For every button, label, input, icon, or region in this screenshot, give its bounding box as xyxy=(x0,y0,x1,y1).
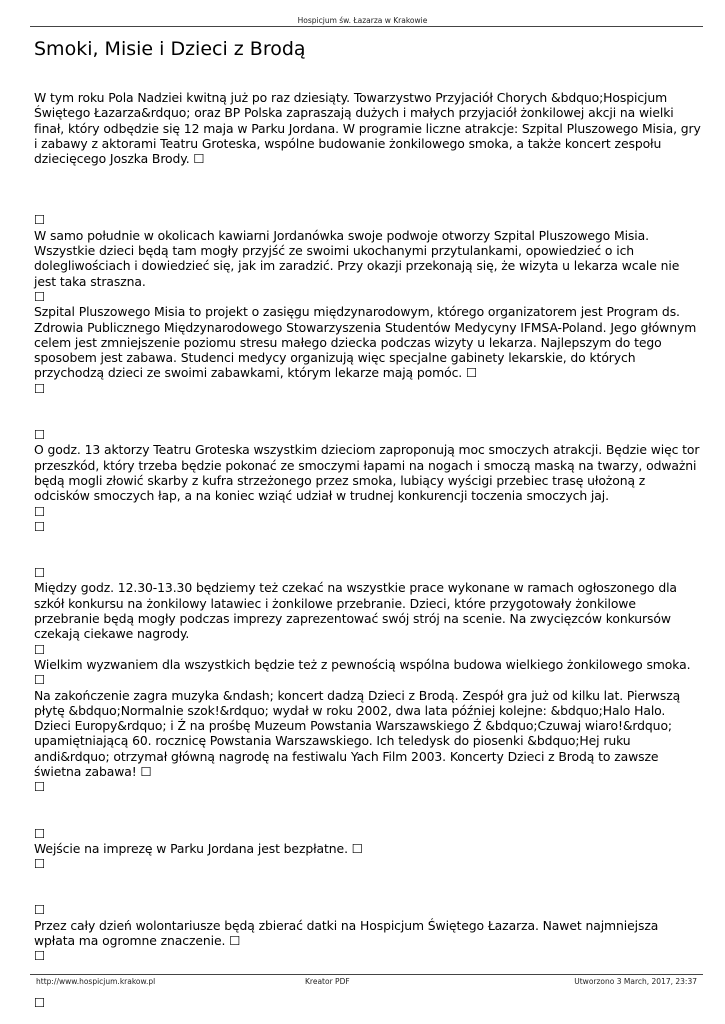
spacer xyxy=(34,871,702,902)
spacer xyxy=(34,795,702,826)
intro-paragraph: W tym roku Pola Nadziei kwitną już po raz dziesiąty. Towarzystwo Przyjaciół Chorych &bdquo;Hospicjum Świętego Łazarza&rdquo; oraz BP Polska zapraszają dużych i małych przyjaciół żonkilowej akcji na wielki finał, który odbędzie się 12 maja w Parku Jordana. W programie liczne atrakcje: Szpital Pluszowego Misia, gry i zabawy z aktorami Teatru Groteska, wspólne budowanie żonkilowego smoka, a także koncert zespołu dziecięcego Joszka Brody. ☐ xyxy=(34,90,701,167)
section-wejscie: ☐ Wejście na imprezę w Parku Jordana jest bezpłatne. ☐ ☐ xyxy=(34,825,363,872)
footer-generator: Kreator PDF xyxy=(305,977,350,986)
page-title: Smoki, Misie i Dzieci z Brodą xyxy=(34,38,306,60)
page-header: Hospicjum św. Łazarza w Krakowie xyxy=(297,16,428,25)
section-datki: ☐ Przez cały dzień wolontariusze będą zbierać datki na Hospicjum Świętego Łazarza. Nawet najmniejsza wpłata ma ogromne znaczenie. ☐ ☐ xyxy=(34,902,659,964)
section-misie: ☐ W samo południe w okolicach kawiarni Jordanówka swoje podwoje otworzy Szpital Pluszowego Misia. Wszystkie dzieci będą tam mogły przyjść ze swoimi ukochanymi przytulankami, opowiedzieć o ich dolegliwościach i dowiedzieć się, jak im zaradzić. Przy okazji przekonają się, że wizyta u lekarza wcale nie jest taka straszna. ☐ Szpital Pluszowego Misia to projekt o zasięgu międzynarodowym, którego organizatorem jest Program ds. Zdrowia Publicznego Międzynarodowego Stowarzyszenia Studentów Medycyny IFMSA-Poland. Jego głównym celem jest zmniejszenie poziomu stresu małego dziecka podczas wizyty u lekarza. Najlepszym do tego sposobem jest zabawa. Studenci medycy organizują więc specjalne gabinety lekarskie, do których przychodzą dzieci ze swoimi zabawkami, którym lekarze mają pomóc. ☐ ☐ xyxy=(34,212,697,396)
spacer xyxy=(34,396,702,427)
section-groteska: ☐ O godz. 13 aktorzy Teatru Groteska wszystkim dzieciom zaproponują moc smoczych atrakcji. Będzie więc tor przeszkód, który trzeba będzie pokonać ze smoczymi łapami na nogach i smoczą maską na twarzy, odważni będą mogli złowić skarby z kufra strzeżonego przez smoka, lubiący wyścigi przebiec trasę ułożoną z odcisków smoczych łap, a na koniec wziąć udział w trudnej konkurencji toczenia smoczych jaj. ☐ ☐ xyxy=(34,427,700,534)
footer-url[interactable]: http://www.hospicjum.krakow.pl xyxy=(36,977,156,986)
article-body xyxy=(34,90,702,1010)
spacer xyxy=(34,166,702,212)
footer-divider xyxy=(30,974,703,975)
spacer xyxy=(34,534,702,565)
header-divider xyxy=(30,26,703,27)
section-konkurs: ☐ Między godz. 12.30-13.30 będziemy też czekać na wszystkie prace wykonane w ramach ogłoszonego dla szkół konkursu na żonkilowy latawiec i żonkilowe przebranie. Dzieci, które przygotowały żonkilowe przebranie będą mogły podczas imprezy zaprezentować swój strój na scenie. Na zwycięzców konkursów czekają ciekawe nagrody. ☐ Wielkim wyzwaniem dla wszystkich będzie też z pewnością wspólna budowa wielkiego żonkilowego smoka. ☐ Na zakończenie zagra muzyka &ndash; koncert dadzą Dzieci z Brodą. Zespół gra już od kilku lat. Pierwszą płytę &bdquo;Normalnie szok!&rdquo; wydał w roku 2002, dwa lata później kolejne: &bdquo;Halo Halo. Dzieci Europy&rdquo; i Ź na prośbę Muzeum Powstania Warszawskiego Ź &bdquo;Czuwaj wiaro!&rdquo; upamiętniającą 60. rocznicę Powstania Warszawskiego. Ich teledysk do piosenki &bdquo;Hej ruku andi&rdquo; otrzymał główną nagrodę na festiwalu Yach Film 2003. Koncerty Dzieci z Brodą to zawsze świetna zabawa! ☐ ☐ xyxy=(34,565,691,795)
footer-created: Utworzono 3 March, 2017, 23:37 xyxy=(574,977,697,986)
section-end: ☐ xyxy=(34,994,46,1010)
